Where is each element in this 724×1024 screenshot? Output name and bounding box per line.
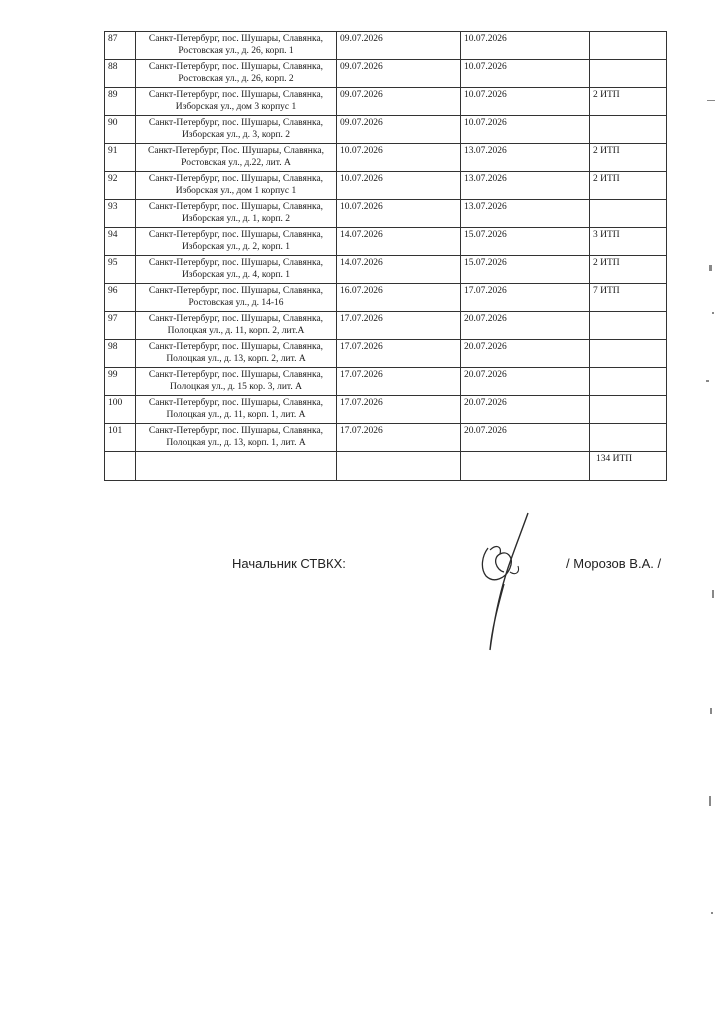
end-date: 10.07.2026 — [461, 60, 590, 88]
table-row — [105, 116, 667, 144]
row-number: 99 — [105, 368, 136, 396]
schedule-table — [104, 31, 667, 481]
itp-count — [590, 368, 667, 396]
total-itp-count: 134 ИТП — [590, 452, 667, 481]
end-date: 13.07.2026 — [461, 172, 590, 200]
scan-artifact — [712, 590, 714, 598]
row-number: 97 — [105, 312, 136, 340]
start-date: 09.07.2026 — [337, 88, 461, 116]
start-date: 14.07.2026 — [337, 228, 461, 256]
address-cell — [136, 424, 337, 452]
row-number: 100 — [105, 396, 136, 424]
address-cell — [136, 340, 337, 368]
end-date: 20.07.2026 — [461, 340, 590, 368]
row-number: 98 — [105, 340, 136, 368]
table-row — [105, 32, 667, 60]
itp-count — [590, 32, 667, 60]
table-row — [105, 200, 667, 228]
address-line-1: Санкт-Петербург, пос. Шушары, Славянка, — [148, 174, 324, 184]
start-date: 17.07.2026 — [337, 396, 461, 424]
total-empty-cell — [461, 452, 590, 481]
table-row — [105, 88, 667, 116]
itp-count: 3 ИТП — [590, 228, 667, 256]
start-date: 09.07.2026 — [337, 60, 461, 88]
total-row — [105, 452, 667, 481]
start-date: 09.07.2026 — [337, 116, 461, 144]
end-date: 10.07.2026 — [461, 116, 590, 144]
end-date: 13.07.2026 — [461, 144, 590, 172]
start-date: 14.07.2026 — [337, 256, 461, 284]
address-cell — [136, 144, 337, 172]
address-line-1: Санкт-Петербург, пос. Шушары, Славянка, — [148, 398, 324, 408]
start-date: 16.07.2026 — [337, 284, 461, 312]
itp-count: 7 ИТП — [590, 284, 667, 312]
row-number: 93 — [105, 200, 136, 228]
start-date: 09.07.2026 — [337, 32, 461, 60]
itp-count — [590, 424, 667, 452]
total-empty-cell — [136, 452, 337, 481]
address-line-2: Изборская ул., дом 3 корпус 1 — [175, 102, 297, 112]
address-cell — [136, 396, 337, 424]
address-cell — [136, 60, 337, 88]
address-line-2: Ростовская ул., д. 26, корп. 2 — [178, 74, 294, 84]
address-line-1: Санкт-Петербург, пос. Шушары, Славянка, — [148, 62, 324, 72]
address-line-2: Изборская ул., дом 1 корпус 1 — [175, 186, 297, 196]
end-date: 10.07.2026 — [461, 88, 590, 116]
scan-artifact — [711, 912, 713, 914]
end-date: 10.07.2026 — [461, 32, 590, 60]
table-row — [105, 60, 667, 88]
row-number: 88 — [105, 60, 136, 88]
address-cell — [136, 284, 337, 312]
address-line-1: Санкт-Петербург, пос. Шушары, Славянка, — [148, 370, 324, 380]
end-date: 20.07.2026 — [461, 312, 590, 340]
scan-artifact — [709, 796, 711, 806]
total-empty-cell — [105, 452, 136, 481]
address-line-2: Ростовская ул., д. 26, корп. 1 — [178, 46, 294, 56]
itp-count — [590, 396, 667, 424]
address-cell — [136, 172, 337, 200]
table-row — [105, 284, 667, 312]
itp-count: 2 ИТП — [590, 172, 667, 200]
start-date: 17.07.2026 — [337, 340, 461, 368]
address-line-2: Полоцкая ул., д. 11, корп. 1, лит. А — [166, 410, 306, 420]
scan-artifact — [709, 265, 712, 271]
start-date: 10.07.2026 — [337, 144, 461, 172]
table-row — [105, 228, 667, 256]
row-number: 92 — [105, 172, 136, 200]
itp-count — [590, 312, 667, 340]
address-cell — [136, 116, 337, 144]
end-date: 13.07.2026 — [461, 200, 590, 228]
start-date: 10.07.2026 — [337, 200, 461, 228]
address-line-1: Санкт-Петербург, пос. Шушары, Славянка, — [148, 230, 324, 240]
table-row — [105, 172, 667, 200]
address-cell — [136, 32, 337, 60]
end-date: 20.07.2026 — [461, 424, 590, 452]
row-number: 96 — [105, 284, 136, 312]
address-line-1: Санкт-Петербург, пос. Шушары, Славянка, — [148, 426, 324, 436]
table-row — [105, 396, 667, 424]
address-line-1: Санкт-Петербург, Пос. Шушары, Славянка, — [148, 146, 324, 156]
start-date: 17.07.2026 — [337, 424, 461, 452]
table-row — [105, 312, 667, 340]
address-cell — [136, 256, 337, 284]
address-line-2: Ростовская ул., д. 14-16 — [188, 298, 284, 308]
table-row — [105, 340, 667, 368]
scan-artifact — [706, 380, 709, 382]
start-date: 17.07.2026 — [337, 368, 461, 396]
row-number: 94 — [105, 228, 136, 256]
end-date: 17.07.2026 — [461, 284, 590, 312]
address-line-2: Полоцкая ул., д. 15 кор. 3, лит. А — [170, 382, 302, 392]
end-date: 15.07.2026 — [461, 256, 590, 284]
start-date: 10.07.2026 — [337, 172, 461, 200]
row-number: 89 — [105, 88, 136, 116]
schedule-table-body — [105, 32, 667, 452]
address-line-1: Санкт-Петербург, пос. Шушары, Славянка, — [148, 90, 324, 100]
itp-count: 2 ИТП — [590, 88, 667, 116]
address-cell — [136, 368, 337, 396]
position-label: Начальник СТВКХ: — [232, 556, 346, 571]
end-date: 15.07.2026 — [461, 228, 590, 256]
total-empty-cell — [337, 452, 461, 481]
itp-count: 2 ИТП — [590, 144, 667, 172]
address-line-1: Санкт-Петербург, пос. Шушары, Славянка, — [148, 202, 324, 212]
address-line-2: Полоцкая ул., д. 13, корп. 1, лит. А — [166, 438, 306, 448]
table-row — [105, 144, 667, 172]
itp-count — [590, 340, 667, 368]
itp-count — [590, 60, 667, 88]
address-line-1: Санкт-Петербург, пос. Шушары, Славянка, — [148, 286, 324, 296]
address-line-2: Ростовская ул., д.22, лит. А — [181, 158, 291, 168]
address-line-2: Изборская ул., д. 4, корп. 1 — [181, 270, 291, 280]
itp-count: 2 ИТП — [590, 256, 667, 284]
row-number: 90 — [105, 116, 136, 144]
itp-count — [590, 200, 667, 228]
address-line-1: Санкт-Петербург, пос. Шушары, Славянка, — [148, 258, 324, 268]
end-date: 20.07.2026 — [461, 368, 590, 396]
table-row — [105, 256, 667, 284]
address-line-2: Изборская ул., д. 1, корп. 2 — [181, 214, 291, 224]
address-line-2: Полоцкая ул., д. 13, корп. 2, лит. А — [166, 354, 306, 364]
table-row — [105, 368, 667, 396]
start-date: 17.07.2026 — [337, 312, 461, 340]
scan-artifact — [712, 312, 714, 314]
address-line-1: Санкт-Петербург, пос. Шушары, Славянка, — [148, 314, 324, 324]
address-cell — [136, 228, 337, 256]
address-cell — [136, 88, 337, 116]
scan-artifact — [707, 100, 715, 101]
handwritten-signature — [470, 510, 540, 655]
itp-count — [590, 116, 667, 144]
table-row — [105, 424, 667, 452]
scan-artifact — [710, 708, 712, 714]
signatory-name: / Морозов В.А. / — [566, 556, 662, 571]
address-line-2: Изборская ул., д. 2, корп. 1 — [181, 242, 291, 252]
row-number: 91 — [105, 144, 136, 172]
address-line-1: Санкт-Петербург, пос. Шушары, Славянка, — [148, 34, 324, 44]
address-line-1: Санкт-Петербург, пос. Шушары, Славянка, — [148, 118, 324, 128]
address-cell — [136, 312, 337, 340]
address-cell — [136, 200, 337, 228]
row-number: 95 — [105, 256, 136, 284]
address-line-2: Полоцкая ул., д. 11, корп. 2, лит.А — [167, 326, 305, 336]
row-number: 101 — [105, 424, 136, 452]
end-date: 20.07.2026 — [461, 396, 590, 424]
address-line-1: Санкт-Петербург, пос. Шушары, Славянка, — [148, 342, 324, 352]
row-number: 87 — [105, 32, 136, 60]
address-line-2: Изборская ул., д. 3, корп. 2 — [181, 130, 291, 140]
